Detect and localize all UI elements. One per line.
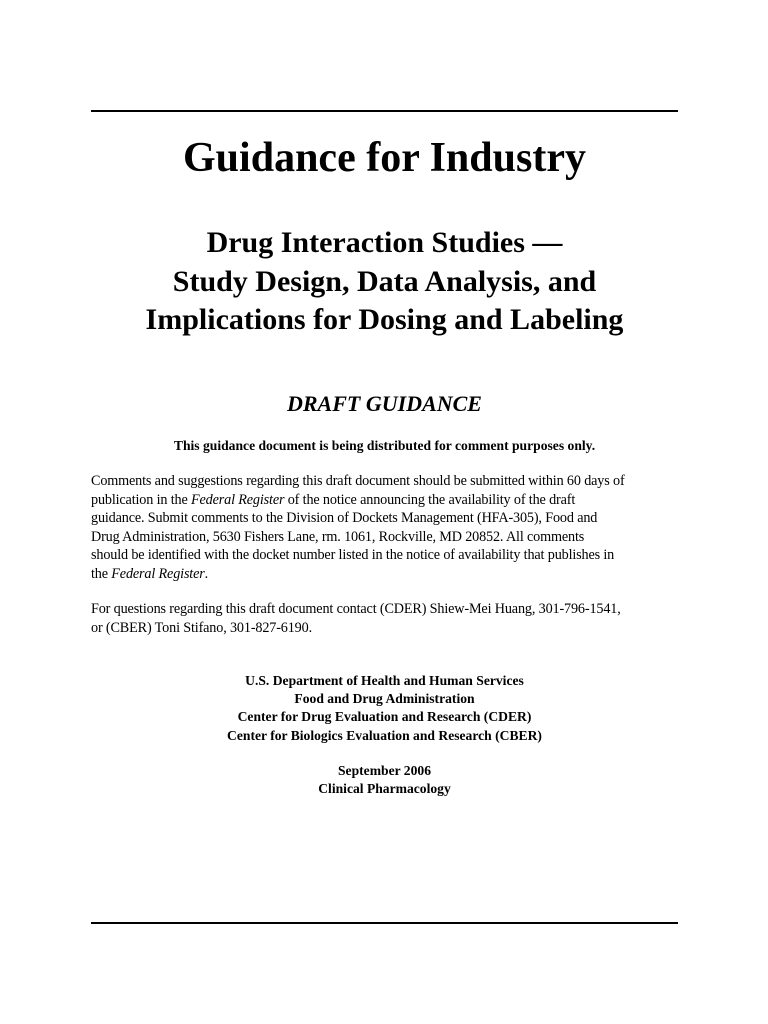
comments-paragraph	[91, 472, 691, 584]
agency-line-3: Center for Drug Evaluation and Research (CDER)	[237, 709, 532, 725]
publication-date: September 2006	[337, 763, 431, 778]
division-name: Clinical Pharmacology	[318, 781, 451, 797]
questions-paragraph	[91, 600, 691, 637]
subtitle-line-2: Study Design, Data Analysis, and	[172, 264, 597, 298]
federal-register-reference: Federal Register	[111, 565, 205, 582]
comments-line-6-start: the	[91, 565, 112, 582]
document-subtitle	[91, 224, 678, 340]
questions-line-2: or (CBER) Toni Stifano, 301-827-6190.	[91, 619, 312, 636]
subtitle-line-1: Drug Interaction Studies —	[206, 226, 563, 259]
draft-label: DRAFT GUIDANCE	[287, 391, 482, 416]
agency-block	[91, 672, 678, 745]
subtitle-line-3: Implications for Dosing and Labeling	[145, 303, 624, 336]
comments-line-4: Drug Administration, 5630 Fishers Lane, rm. 1061, Rockville, MD 20852. All comments	[91, 528, 585, 545]
agency-line-4: Center for Biologics Evaluation and Research (CBER)	[227, 727, 542, 743]
date-block	[91, 762, 678, 798]
comments-line-1: Comments and suggestions regarding this draft document should be submitted within 60 days of	[91, 473, 625, 489]
page-title: Guidance for Industry	[183, 135, 586, 181]
agency-line-1: U.S. Department of Health and Human Services	[245, 673, 524, 688]
comments-line-2-end: of the notice announcing the availability of the draft	[284, 491, 576, 508]
questions-line-1: For questions regarding this draft document contact (CDER) Shiew-Mei Huang, 301-796-1541,	[91, 601, 621, 617]
top-rule	[91, 110, 678, 112]
comments-line-6-end: .	[204, 565, 209, 582]
bottom-rule	[91, 922, 678, 924]
distribution-note: This guidance document is being distributed for comment purposes only.	[173, 438, 596, 453]
federal-register-reference: Federal Register	[191, 491, 285, 508]
comments-line-2	[91, 491, 691, 510]
comments-line-2-start: publication in the	[91, 491, 191, 508]
comments-line-3: guidance. Submit comments to the Division of Dockets Management (HFA-305), Food and	[91, 510, 598, 527]
comments-line-5: should be identified with the docket number listed in the notice of availability that publishes in	[91, 547, 615, 564]
agency-line-2: Food and Drug Administration	[294, 691, 475, 707]
comments-line-6	[91, 565, 691, 584]
